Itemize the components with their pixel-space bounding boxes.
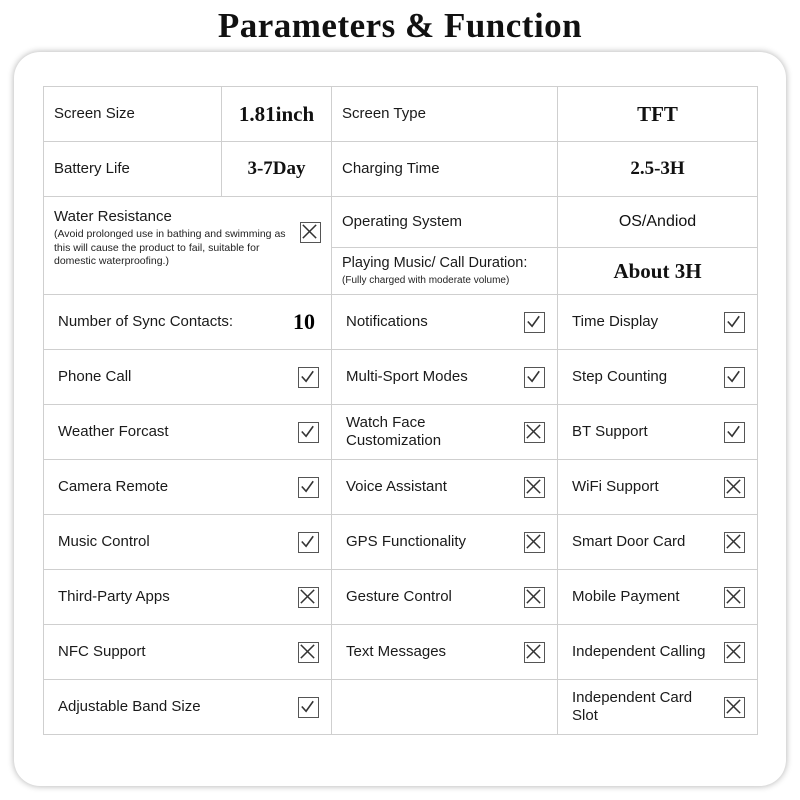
feature-cell	[332, 295, 558, 350]
feature-label: Time Display	[572, 313, 659, 331]
feature-label: NFC Support	[58, 643, 146, 661]
feature-checkbox[interactable]	[524, 367, 545, 388]
feature-checkbox[interactable]	[724, 367, 745, 388]
checkbox-crossed-icon	[524, 642, 543, 661]
checkbox-crossed-icon	[724, 477, 743, 496]
feature-label: Independent Card Slot	[572, 689, 693, 724]
table-row	[44, 515, 758, 570]
feature-checkbox[interactable]	[524, 587, 545, 608]
table-row	[44, 87, 758, 142]
feature-label: Step Counting	[572, 368, 668, 386]
feature-checkbox[interactable]	[724, 697, 745, 718]
water-resistance-label: Water Resistance	[54, 207, 172, 225]
charging-time-label-cell	[332, 142, 558, 197]
feature-checkbox[interactable]	[298, 532, 319, 553]
feature-label: Smart Door Card	[572, 533, 686, 551]
feature-cell	[44, 680, 332, 735]
table-row	[44, 680, 758, 735]
checkbox-crossed-icon	[524, 477, 543, 496]
feature-label: Camera Remote	[58, 478, 169, 496]
feature-checkbox[interactable]	[298, 587, 319, 608]
water-resistance-cell	[44, 197, 332, 295]
feature-checkbox[interactable]	[524, 312, 545, 333]
feature-label: WiFi Support	[572, 478, 659, 496]
feature-checkbox[interactable]	[524, 642, 545, 663]
feature-checkbox[interactable]	[298, 642, 319, 663]
checkbox-checked-icon	[298, 367, 317, 386]
table-row	[44, 460, 758, 515]
feature-cell-empty	[332, 680, 558, 735]
table-row	[44, 295, 758, 350]
checkbox-checked-icon	[724, 312, 743, 331]
charging-time-value: 2.5-3H	[630, 158, 685, 179]
feature-label: GPS Functionality	[346, 533, 467, 551]
feature-cell	[332, 570, 558, 625]
feature-label: Adjustable Band Size	[58, 698, 201, 716]
feature-label: Weather Forcast	[58, 423, 169, 441]
feature-cell	[558, 515, 758, 570]
feature-checkbox[interactable]	[724, 422, 745, 443]
feature-checkbox[interactable]	[298, 697, 319, 718]
playing-music-note: (Fully charged with moderate volume)	[342, 274, 510, 286]
feature-cell	[558, 405, 758, 460]
feature-label: Phone Call	[58, 368, 132, 386]
checkbox-crossed-icon	[724, 697, 743, 716]
feature-cell	[44, 350, 332, 405]
checkbox-crossed-icon	[524, 532, 543, 551]
feature-cell	[558, 570, 758, 625]
table-row	[44, 405, 758, 460]
operating-system-value-cell	[558, 197, 758, 248]
checkbox-crossed-icon	[298, 587, 317, 606]
feature-cell	[332, 515, 558, 570]
feature-label: Notifications	[346, 313, 428, 331]
feature-cell	[44, 460, 332, 515]
feature-label: Watch Face Customization	[346, 414, 442, 449]
feature-checkbox[interactable]	[724, 477, 745, 498]
checkbox-crossed-icon	[300, 222, 319, 241]
feature-checkbox[interactable]	[724, 532, 745, 553]
playing-music-value: About 3H	[613, 258, 702, 283]
feature-cell	[558, 460, 758, 515]
screen-size-label-cell	[44, 87, 222, 142]
checkbox-checked-icon	[298, 697, 317, 716]
battery-life-value: 3-7Day	[247, 158, 306, 179]
screen-size-value-cell	[222, 87, 332, 142]
spec-table-wrapper	[43, 86, 757, 735]
screen-size-label: Screen Size	[54, 105, 135, 123]
page-title: Parameters & Function	[217, 6, 583, 45]
feature-cell	[44, 625, 332, 680]
charging-time-label: Charging Time	[342, 160, 440, 178]
checkbox-checked-icon	[724, 367, 743, 386]
table-row	[44, 197, 758, 248]
table-row	[44, 570, 758, 625]
feature-checkbox[interactable]	[524, 532, 545, 553]
screen-type-value: TFT	[637, 101, 678, 126]
feature-cell	[558, 625, 758, 680]
feature-checkbox[interactable]	[724, 642, 745, 663]
checkbox-checked-icon	[524, 367, 543, 386]
checkbox-checked-icon	[298, 477, 317, 496]
feature-label: BT Support	[572, 423, 648, 441]
checkbox-checked-icon	[724, 422, 743, 441]
checkbox-crossed-icon	[524, 587, 543, 606]
feature-cell	[332, 350, 558, 405]
sync-contacts-cell	[44, 295, 332, 350]
sync-contacts-label: Number of Sync Contacts:	[58, 313, 234, 331]
water-resistance-note: (Avoid prolonged use in bathing and swimming as this will cause the product to fail, suitable for domestic waterproofing.)	[54, 228, 286, 268]
feature-label: Music Control	[58, 533, 150, 551]
operating-system-label-cell	[332, 197, 558, 248]
feature-cell	[44, 515, 332, 570]
screen-type-label-cell	[332, 87, 558, 142]
operating-system-label: Operating System	[342, 213, 463, 231]
feature-label: Voice Assistant	[346, 478, 447, 496]
water-resistance-checkbox[interactable]	[300, 222, 321, 243]
feature-cell	[558, 295, 758, 350]
screen-size-value: 1.81inch	[238, 101, 315, 126]
playing-music-value-cell	[558, 248, 758, 295]
playing-music-label-cell	[332, 248, 558, 295]
table-row	[44, 350, 758, 405]
feature-checkbox[interactable]	[298, 477, 319, 498]
checkbox-checked-icon	[524, 312, 543, 331]
checkbox-checked-icon	[298, 422, 317, 441]
spec-card	[14, 52, 786, 786]
screen-type-label: Screen Type	[342, 105, 426, 123]
feature-cell	[44, 405, 332, 460]
feature-cell	[332, 405, 558, 460]
sync-contacts-value: 10	[293, 309, 315, 334]
feature-cell	[332, 460, 558, 515]
feature-checkbox[interactable]	[724, 312, 745, 333]
checkbox-crossed-icon	[724, 587, 743, 606]
feature-checkbox[interactable]	[524, 422, 545, 443]
feature-checkbox[interactable]	[298, 367, 319, 388]
feature-cell	[558, 680, 758, 735]
feature-cell	[332, 625, 558, 680]
battery-life-label: Battery Life	[54, 160, 130, 178]
battery-life-label-cell	[44, 142, 222, 197]
feature-label: Mobile Payment	[572, 588, 680, 606]
checkbox-checked-icon	[298, 532, 317, 551]
feature-label: Third-Party Apps	[58, 588, 170, 606]
checkbox-crossed-icon	[724, 642, 743, 661]
charging-time-value-cell	[558, 142, 758, 197]
feature-label: Independent Calling	[572, 643, 706, 661]
battery-life-value-cell	[222, 142, 332, 197]
checkbox-crossed-icon	[298, 642, 317, 661]
feature-label: Gesture Control	[346, 588, 452, 606]
operating-system-value: OS/Andiod	[618, 213, 697, 230]
feature-cell	[558, 350, 758, 405]
screen-type-value-cell	[558, 87, 758, 142]
feature-label: Multi-Sport Modes	[346, 368, 468, 386]
checkbox-crossed-icon	[724, 532, 743, 551]
feature-label: Text Messages	[346, 643, 447, 661]
feature-cell	[44, 570, 332, 625]
table-row	[44, 625, 758, 680]
feature-checkbox[interactable]	[298, 422, 319, 443]
table-row	[44, 142, 758, 197]
feature-checkbox[interactable]	[724, 587, 745, 608]
checkbox-crossed-icon	[524, 422, 543, 441]
spec-table	[43, 86, 758, 735]
feature-checkbox[interactable]	[524, 477, 545, 498]
playing-music-label: Playing Music/ Call Duration:	[342, 254, 528, 271]
